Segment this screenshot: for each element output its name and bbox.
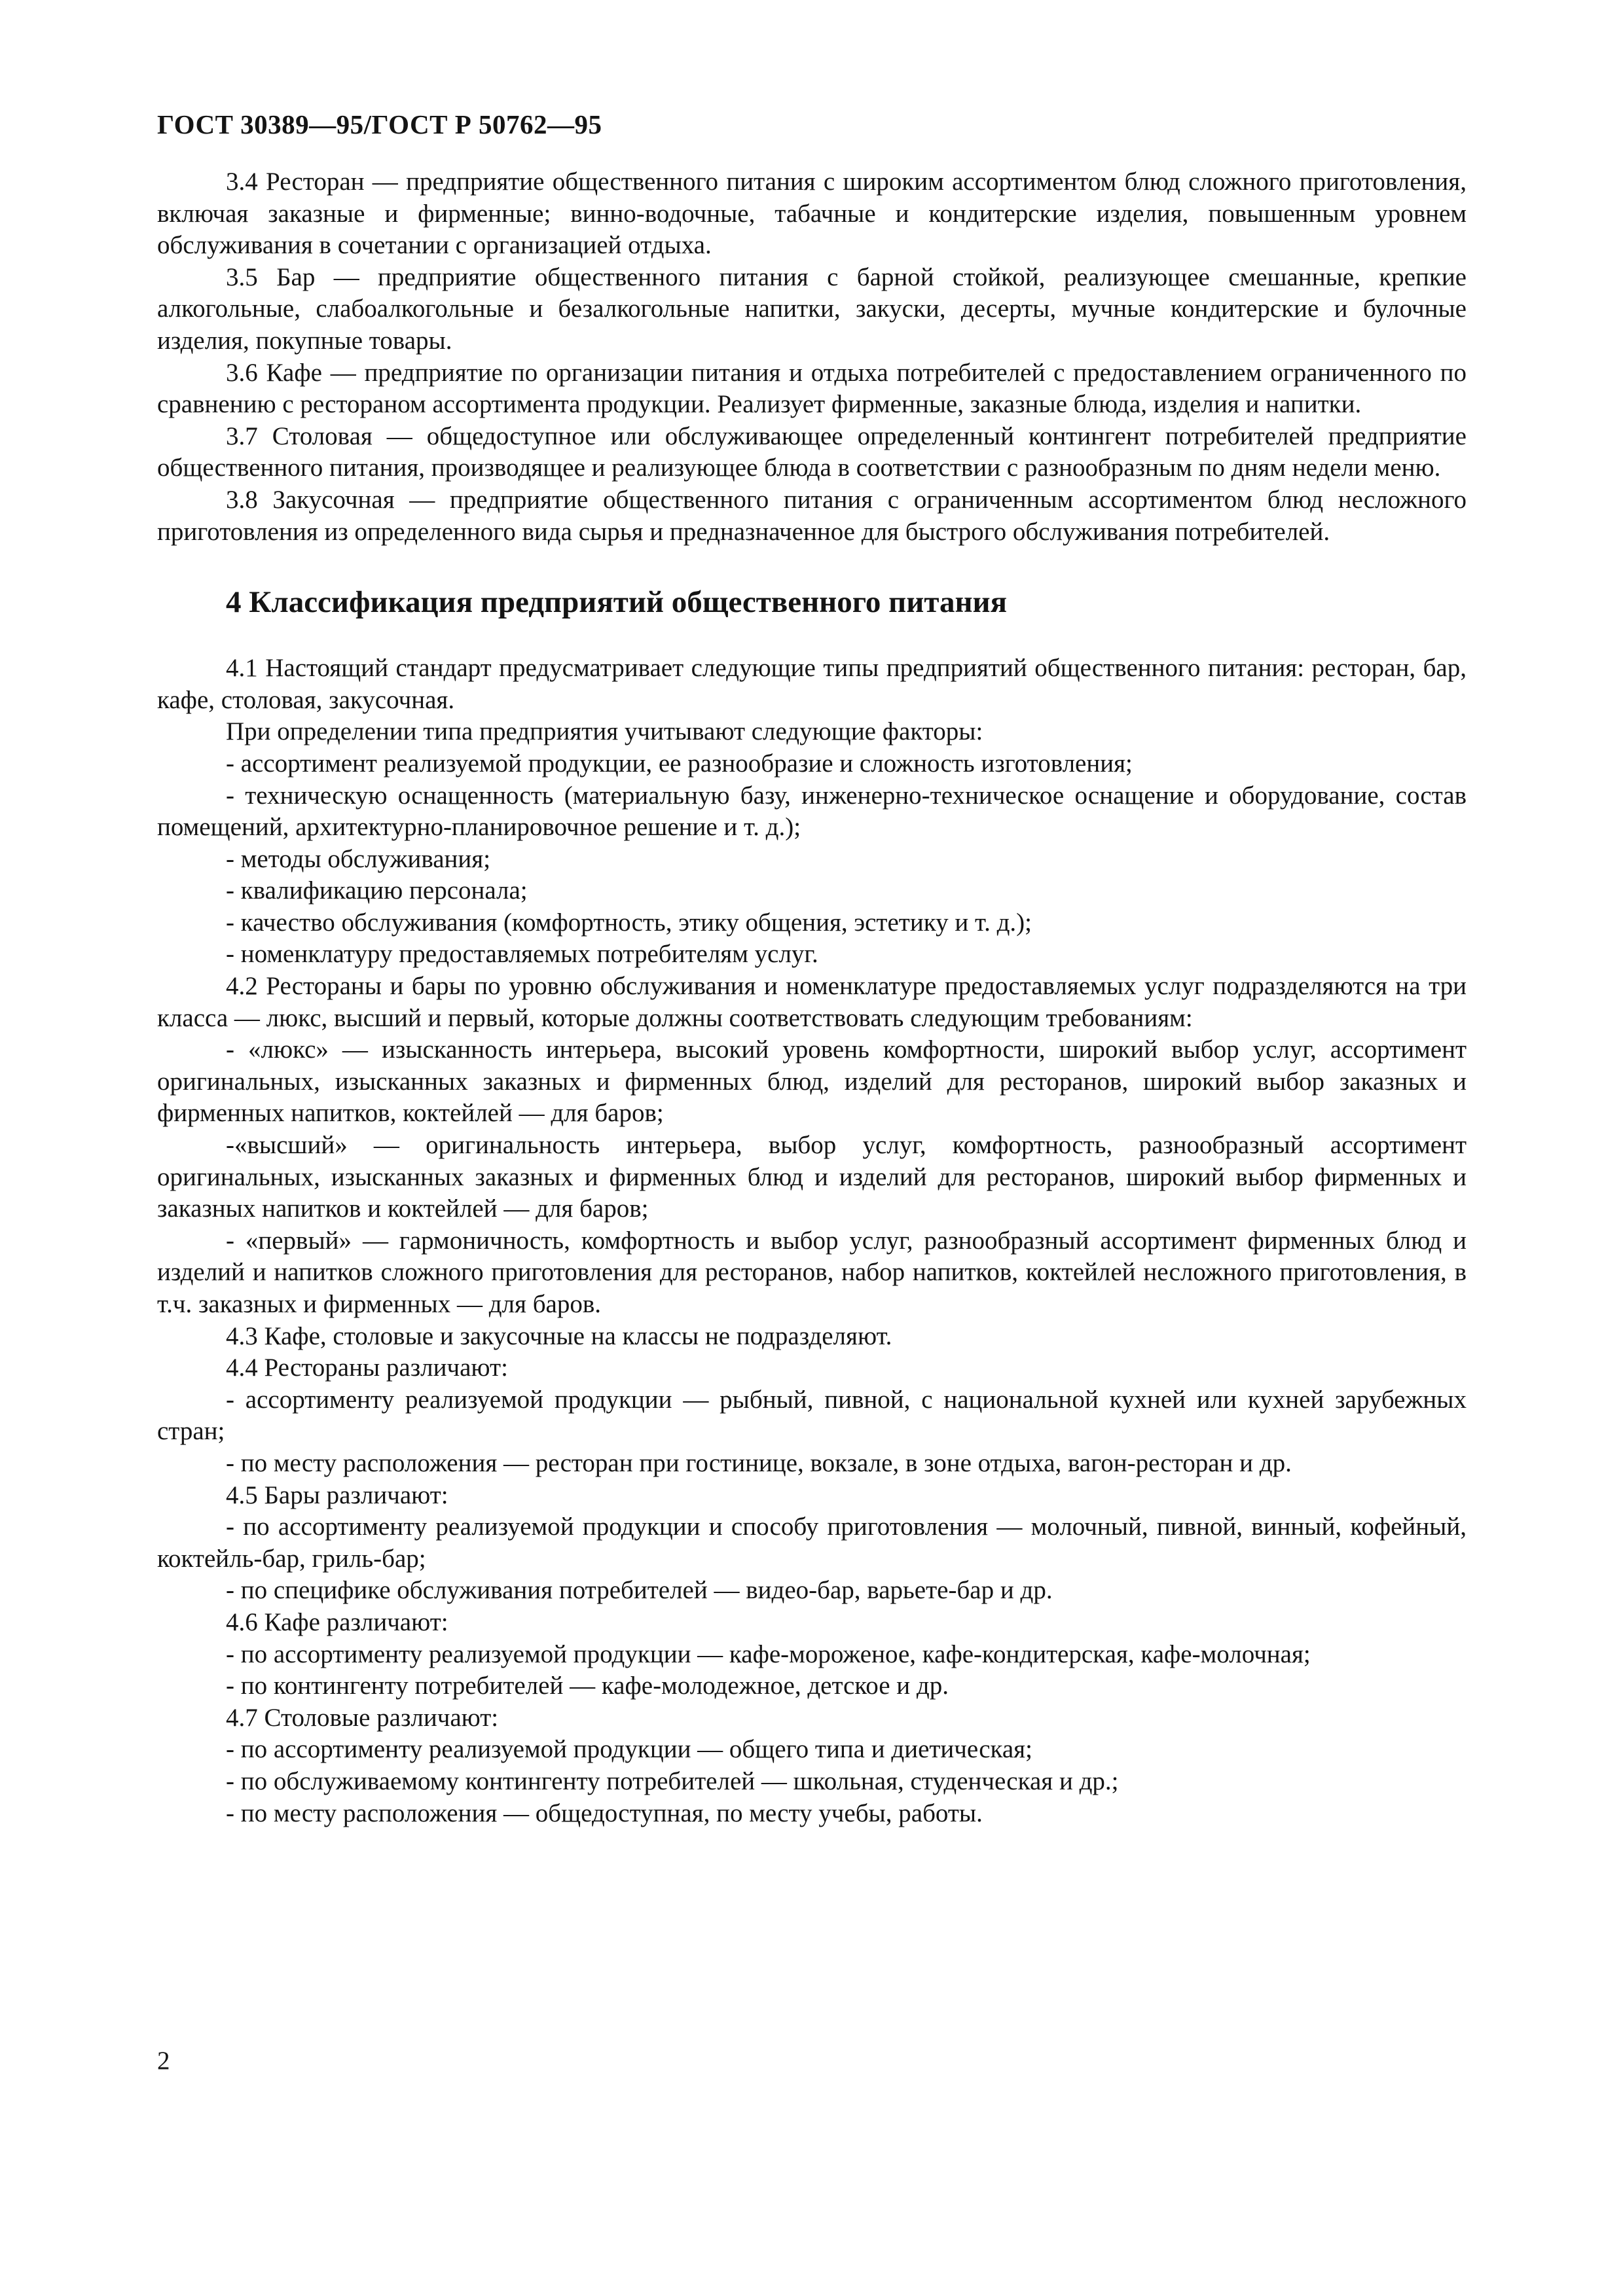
clause-3-5: 3.5 Бар — предприятие общественного питания с барной стойкой, реализующее смешанные, крепкие алкогольные, слабоалкогольные и безалкогольные напитки, закуски, десерты, мучные кондитерские и булочные изделия, покупные товары. (157, 262, 1467, 355)
list-item: - по ассортименту реализуемой продукции — кафе-мороженое, кафе-кондитерская, кафе-молочная; (226, 1640, 1311, 1668)
list-item: - по обслуживаемому контингенту потребителей — школьная, студенческая и др.; (226, 1767, 1119, 1795)
list-item: - методы обслуживания; (226, 844, 491, 873)
section-4-body (157, 653, 1467, 1829)
clause-4-4: 4.4 Рестораны различают: (226, 1354, 508, 1382)
clause-3-4: 3.4 Ресторан — предприятие общественного питания с широким ассортиментом блюд сложного приготовления, включая заказные и фирменные; винно-водочные, табачные и кондитерские изделия, повышенным уровнем обслуживания в сочетании с организацией отдыха. (157, 168, 1467, 260)
section-4-title: 4 Классификация предприятий общественного питания (226, 585, 1008, 620)
list-item: - номенклатуру предоставляемых потребителям услуг. (226, 940, 818, 969)
list-item: - «люкс» — изысканность интерьера, высокий уровень комфортности, широкий выбор услуг, ассортимент оригинальных, изысканных заказных и фирменных блюд, изделий для ресторанов, широкий выбор заказных и фирменных напитков, коктейлей — для баров; (157, 1035, 1467, 1128)
list-item: -«высший» — оригинальность интерьера, выбор услуг, комфортность, разнообразный ассортимент оригинальных, изысканных заказных и фирменных блюд и изделий для ресторанов, широкий выбор фирменных и заказных напитков и коктейлей — для баров; (157, 1131, 1467, 1223)
list-item: - по специфике обслуживания потребителей — видео-бар, варьете-бар и др. (226, 1576, 1053, 1605)
list-item: - качество обслуживания (комфортность, этику общения, эстетику и т. д.); (226, 908, 1032, 937)
list-item: - по месту расположения — общедоступная, по месту учебы, работы. (226, 1799, 983, 1827)
list-item: - ассортимент реализуемой продукции, ее разнообразие и сложность изготовления; (226, 749, 1133, 778)
clause-4-1: 4.1 Настоящий стандарт предусматривает следующие типы предприятий общественного питания: ресторан, бар, кафе, столовая, закусочная. (157, 654, 1467, 714)
list-item: - по ассортименту реализуемой продукции и способу приготовления — молочный, пивной, винный, кофейный, коктейль-бар, гриль-бар; (157, 1513, 1467, 1573)
clause-4-2: 4.2 Рестораны и бары по уровню обслуживания и номенклатуре предоставляемых услуг подразделяются на три класса — люкс, высший и первый, которые должны соответствовать следующим требованиям: (157, 972, 1467, 1032)
clause-4-5: 4.5 Бары различают: (226, 1480, 448, 1509)
factors-intro: При определении типа предприятия учитывают следующие факторы: (226, 717, 983, 746)
list-item: - техническую оснащенность (материальную базу, инженерно-техническое оснащение и оборудование, состав помещений, архитектурно-планировочное решение и т. д.); (157, 781, 1467, 842)
section-3-continuation (157, 166, 1467, 548)
clause-4-3: 4.3 Кафе, столовые и закусочные на классы не подразделяют. (226, 1321, 892, 1350)
page-number: 2 (157, 2047, 170, 2075)
list-item: - по контингенту потребителей — кафе-молодежное, детское и др. (226, 1672, 949, 1700)
clause-4-7: 4.7 Столовые различают: (226, 1703, 499, 1732)
clause-3-7: 3.7 Столовая — общедоступное или обслуживающее определенный контингент потребителей предприятие общественного питания, производящее и реализующее блюда в соответствии с разнообразным по дням недели меню. (157, 422, 1467, 482)
clause-3-6: 3.6 Кафе — предприятие по организации питания и отдыха потребителей с предоставлением ограниченного по сравнению с рестораном ассортимента продукции. Реализует фирменные, заказные блюда, изделия и напитки. (157, 358, 1467, 419)
list-item: - квалификацию персонала; (226, 876, 528, 905)
list-item: - ассортименту реализуемой продукции — рыбный, пивной, с национальной кухней или кухней зарубежных стран; (157, 1385, 1467, 1446)
clause-4-6: 4.6 Кафе различают: (226, 1607, 448, 1636)
document-page (157, 105, 1467, 1829)
list-item: - по ассортименту реализуемой продукции — общего типа и диетическая; (226, 1735, 1032, 1764)
document-header: ГОСТ 30389—95/ГОСТ Р 50762—95 (157, 109, 602, 139)
list-item: - по месту расположения — ресторан при гостинице, вокзале, в зоне отдыха, вагон-ресторан и др. (226, 1448, 1292, 1477)
list-item: - «первый» — гармоничность, комфортность и выбор услуг, разнообразный ассортимент фирменных блюд и изделий и напитков сложного приготовления для ресторанов, набор напитков, коктейлей несложного приготовления, в т.ч. заказных и фирменных — для баров. (157, 1226, 1467, 1318)
clause-3-8: 3.8 Закусочная — предприятие общественного питания с ограниченным ассортиментом блюд несложного приготовления из определенного вида сырья и предназначенное для быстрого обслуживания потребителей. (157, 485, 1467, 546)
